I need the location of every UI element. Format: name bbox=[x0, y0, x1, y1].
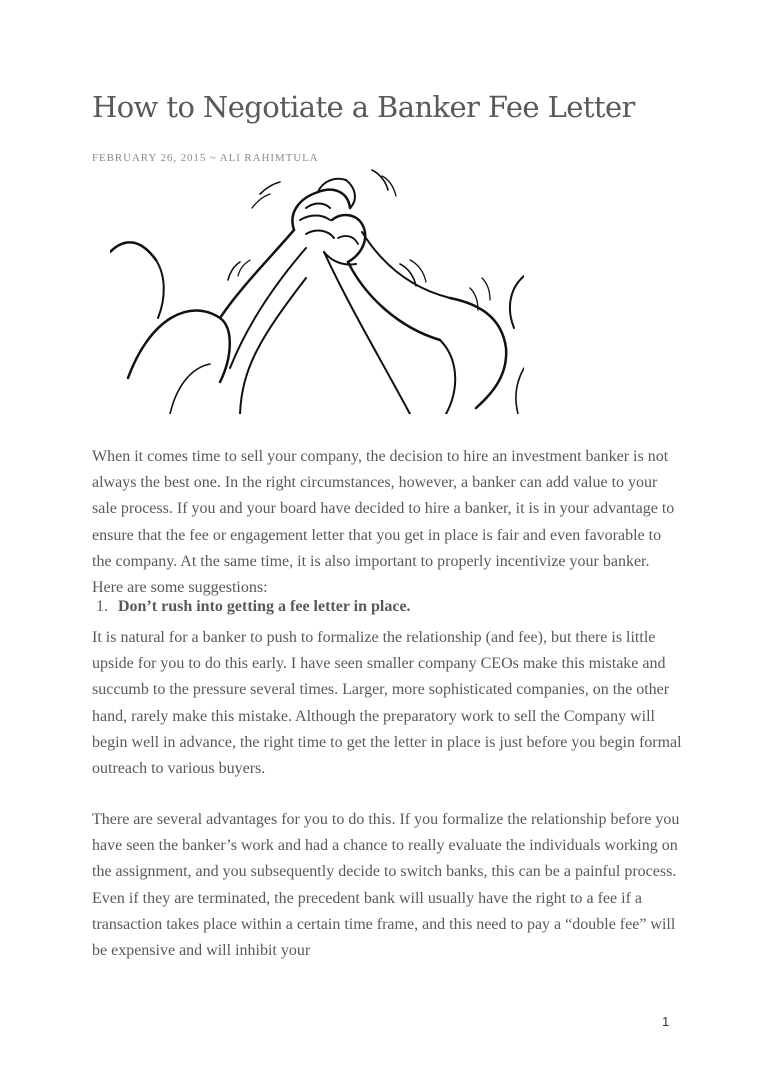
list-item-heading: Don’t rush into getting a fee letter in place. bbox=[118, 598, 411, 615]
list-item bbox=[92, 598, 411, 616]
article-title: How to Negotiate a Banker Fee Letter bbox=[92, 90, 635, 124]
article-meta: FEBRUARY 26, 2015 ~ ALI RAHIMTULA bbox=[92, 152, 319, 164]
list-item-number: 1. bbox=[96, 598, 108, 615]
paragraph-timing: It is natural for a banker to push to formalize the relationship (and fee), but there is little upside for you to do this early. I have seen smaller company CEOs make this mistake and succumb to the pressure several times. Larger, more sophisticated companies, on the other hand, rarely make this mistake. Although the preparatory work to sell the Company will begin well in advance, the right time to get the letter in place is just before you begin formal outreach to various buyers. bbox=[92, 629, 682, 778]
paragraph-intro: When it comes time to sell your company, the decision to hire an investment banker is not always the best one. In the right circumstances, however, a banker can add value to your sale process. If you and your board have decided to hire a banker, it is in your advantage to ensure that the fee or engagement letter that you get in place is fair and even favorable to the company. At the same time, it is also important to properly incentivize your banker. Here are some suggestions: bbox=[92, 448, 675, 597]
arm-wrestling-icon bbox=[110, 168, 524, 414]
page-number: 1 bbox=[662, 1014, 670, 1029]
paragraph-advantages: There are several advantages for you to do this. If you formalize the relationship before you have seen the banker’s work and had a chance to really evaluate the individuals working on the assignment, and you subsequently decide to switch banks, this can be a painful process. Even if they are terminated, the precedent bank will usually have the right to a fee if a transaction takes place within a certain time frame, and this need to pay a “double fee” will be expensive and will inhibit your bbox=[92, 811, 680, 960]
